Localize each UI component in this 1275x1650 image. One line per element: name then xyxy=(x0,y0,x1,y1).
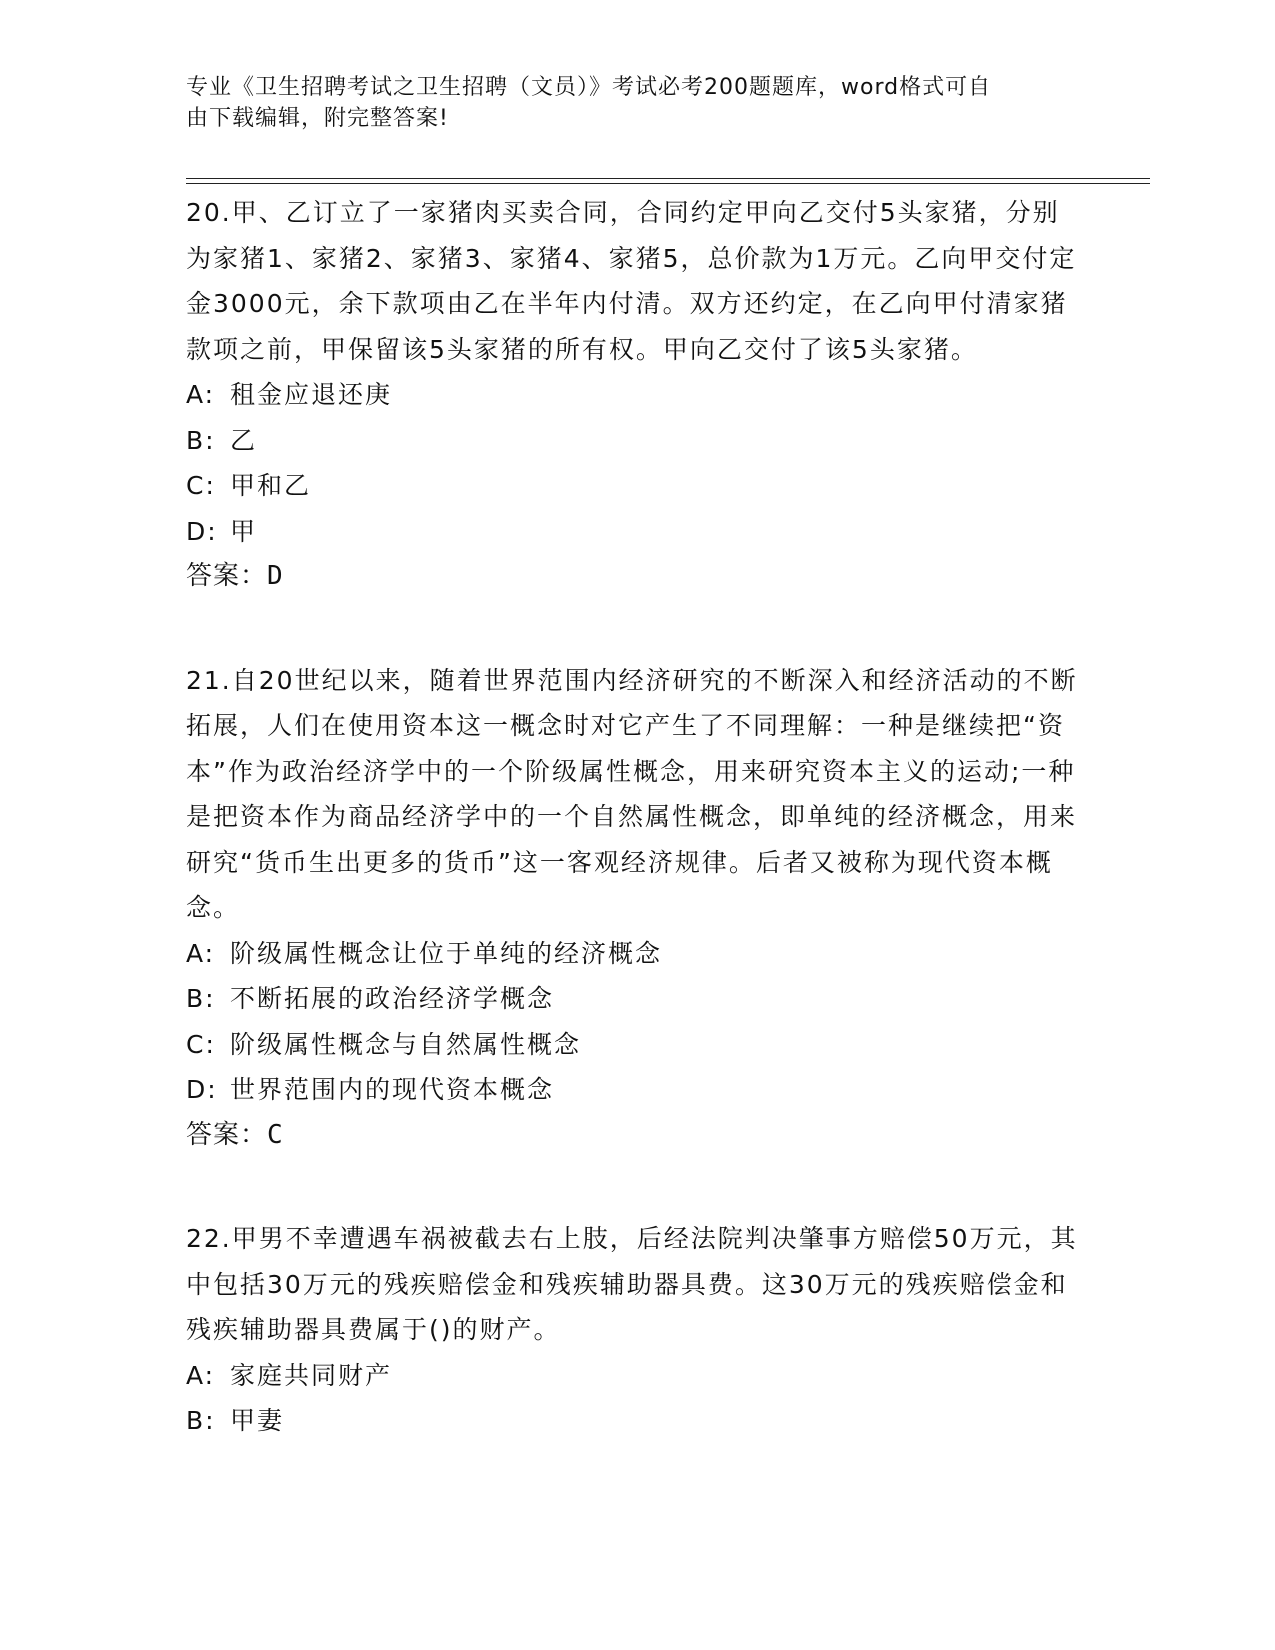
option-b xyxy=(186,418,1086,464)
question-text: 22.甲男不幸遭遇车祸被截去右上肢，后经法院判决肇事方赔偿50万元，其中包括30万元的残疾赔偿金和残疾辅助器具费。这30万元的残疾赔偿金和残疾辅助器具费属于()的财产。 xyxy=(186,1224,1078,1344)
header-divider-top xyxy=(186,178,1150,179)
option-a xyxy=(186,931,1086,977)
option-text: 乙 xyxy=(230,425,258,455)
question-22 xyxy=(186,1216,1086,1444)
option-letter: C: xyxy=(186,1029,216,1059)
answer-line: 答案：D xyxy=(186,561,284,591)
answer-line: 答案：C xyxy=(186,1119,284,1150)
option-letter: B: xyxy=(186,1406,216,1435)
option-text: 甲和乙 xyxy=(230,471,312,500)
option-letter: B: xyxy=(186,425,216,455)
option-text: 租金应退还庚 xyxy=(230,380,393,409)
option-text: 阶级属性概念与自然属性概念 xyxy=(230,1029,582,1059)
option-c xyxy=(186,1022,1086,1068)
question-text: 21.自20世纪以来，随着世界范围内经济研究的不断深入和经济活动的不断拓展，人们在使用资本这一概念时对它产生了不同理解：一种是继续把“资本”作为政治经济学中的一个阶级属性概念，用来研究资本主义的运动;一种是把资本作为商品经济学中的一个自然属性概念，即单纯的经济概念，用来研究“货币生出更多的货币”这一客观经济规律。后者又被称为现代资本概念。 xyxy=(186,665,1078,922)
option-letter: D: xyxy=(186,1075,218,1104)
option-text: 不断拓展的政治经济学概念 xyxy=(230,984,555,1013)
option-b xyxy=(186,1398,1086,1444)
option-d xyxy=(186,509,1086,555)
header-divider-bottom xyxy=(186,183,1150,184)
option-c xyxy=(186,463,1086,509)
question-21 xyxy=(186,658,1086,1159)
document-header xyxy=(186,72,1066,134)
option-text: 甲妻 xyxy=(230,1406,285,1435)
header-line-2: 由下载编辑，附完整答案! xyxy=(186,106,449,131)
option-a xyxy=(186,372,1086,418)
option-letter: A: xyxy=(186,380,216,409)
option-letter: B: xyxy=(186,984,216,1013)
option-d xyxy=(186,1067,1086,1113)
header-line-1: 专业《卫生招聘考试之卫生招聘（文员）》考试必考200题题库，word格式可自 xyxy=(186,75,992,100)
option-letter: C: xyxy=(186,471,216,500)
option-text: 家庭共同财产 xyxy=(230,1360,393,1390)
question-list xyxy=(186,190,1086,1502)
option-text: 甲 xyxy=(230,516,258,546)
option-a xyxy=(186,1353,1086,1399)
option-letter: D: xyxy=(186,516,218,546)
question-text: 20.甲、乙订立了一家猪肉买卖合同，合同约定甲向乙交付5头家猪，分别为家猪1、家猪2、家猪3、家猪4、家猪5，总价款为1万元。乙向甲交付定金3000元，余下款项由乙在半年内付清。双方还约定，在乙向甲付清家猪款项之前，甲保留该5头家猪的所有权。甲向乙交付了该5头家猪。 xyxy=(186,198,1077,364)
option-letter: A: xyxy=(186,938,216,968)
option-letter: A: xyxy=(186,1360,216,1390)
option-text: 世界范围内的现代资本概念 xyxy=(230,1075,555,1104)
option-b xyxy=(186,976,1086,1022)
option-text: 阶级属性概念让位于单纯的经济概念 xyxy=(230,938,663,968)
question-20 xyxy=(186,190,1086,600)
